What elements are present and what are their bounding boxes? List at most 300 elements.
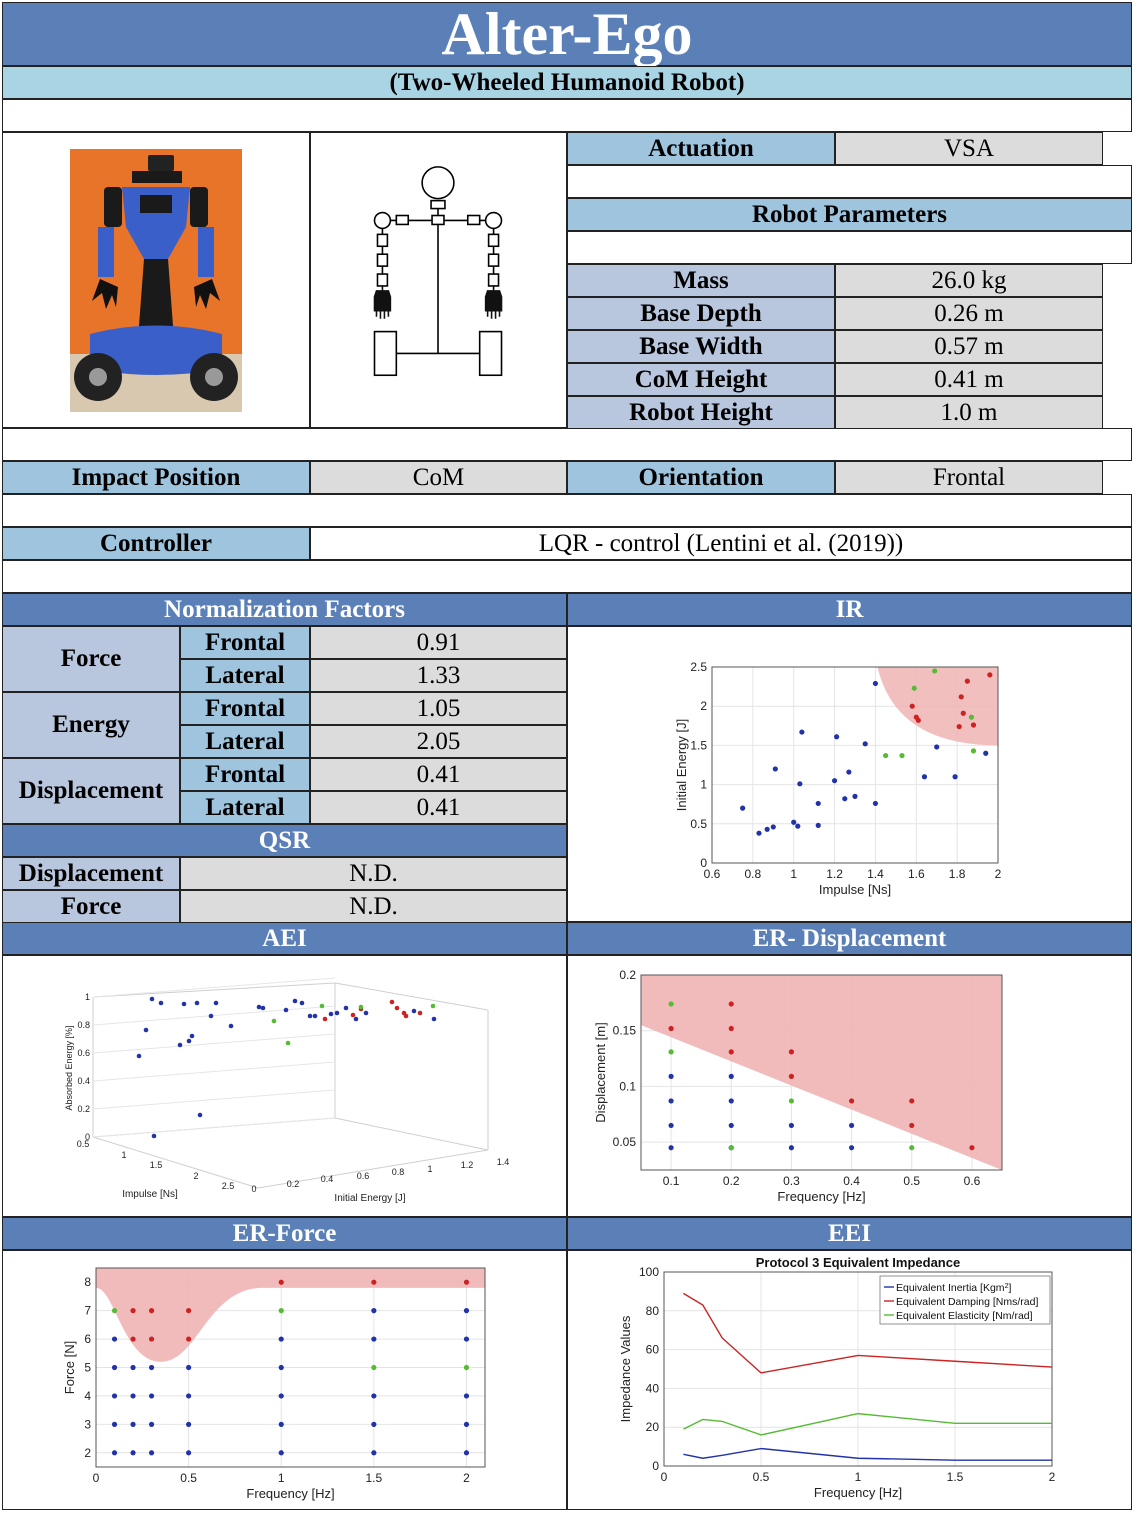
red-data-point [729, 1026, 734, 1031]
green-data-point [279, 1308, 284, 1313]
param-value: 0.57 m [835, 330, 1103, 363]
red-data-point [351, 1013, 356, 1018]
y-tick-label: 2 [700, 699, 707, 714]
blue-data-point [464, 1308, 469, 1313]
blue-data-point [144, 1028, 149, 1033]
y-tick-label: 1.4 [496, 1157, 510, 1167]
blue-data-point [187, 1039, 192, 1044]
blue-data-point [112, 1450, 117, 1455]
blue-data-point [371, 1422, 376, 1427]
x-tick-label: 1 [790, 867, 798, 881]
blue-data-point [953, 774, 958, 779]
green-data-point [969, 715, 974, 720]
y-tick-label: 80 [645, 1303, 659, 1318]
robot-schematic-panel [310, 132, 567, 428]
x-axis-label: Impulse [Ns] [818, 882, 892, 897]
x-tick-label: 2 [463, 1471, 470, 1485]
y-tick-label: 0.15 [612, 1023, 636, 1038]
series-line [683, 1449, 1052, 1461]
red-data-point [149, 1308, 154, 1313]
blue-data-point [873, 681, 878, 686]
param-label: Mass [567, 264, 835, 297]
page-title: Alter-Ego [2, 2, 1132, 66]
ir-chart [568, 627, 1131, 921]
y-axis-label: Initial Energy [J] [334, 1193, 406, 1204]
eei-chart [568, 1251, 1131, 1509]
green-data-point [320, 1004, 325, 1009]
red-data-point [390, 1000, 395, 1005]
blue-data-point [152, 1134, 157, 1139]
green-data-point [286, 1041, 291, 1046]
y-tick-label: 2 [84, 1445, 91, 1460]
blue-data-point [344, 1006, 349, 1011]
norm-direction: Frontal [180, 758, 310, 791]
norm-value: 2.05 [310, 725, 567, 758]
blue-data-point [464, 1336, 469, 1341]
spacer [2, 494, 1132, 527]
red-data-point [957, 724, 962, 729]
spacer [2, 428, 1132, 461]
z-axis-label: Absorbed Energy [%] [64, 1025, 74, 1111]
blue-data-point [335, 1011, 340, 1016]
blue-data-point [852, 794, 857, 799]
red-data-point [789, 1049, 794, 1054]
param-label: Base Width [567, 330, 835, 363]
controller-value: LQR - control (Lentini et al. (2019)) [310, 527, 1132, 560]
blue-data-point [214, 1001, 219, 1006]
blue-data-point [186, 1393, 191, 1398]
red-data-point [961, 711, 966, 716]
green-data-point [789, 1098, 794, 1103]
grid-line [93, 1006, 335, 1025]
red-data-point [130, 1336, 135, 1341]
y-tick-label: 6 [84, 1332, 91, 1347]
y-tick-label: 0.6 [356, 1171, 370, 1181]
blue-data-point [797, 781, 802, 786]
y-tick-label: 0.2 [619, 968, 636, 982]
spacer [2, 560, 1132, 593]
aei-chart [3, 956, 566, 1216]
red-data-point [965, 679, 970, 684]
blue-data-point [842, 796, 847, 801]
green-data-point [883, 753, 888, 758]
blue-data-point [832, 778, 837, 783]
y-tick-label: 1.5 [690, 738, 707, 753]
blue-data-point [371, 1450, 376, 1455]
safe-region [96, 1268, 485, 1362]
y-tick-label: 1 [427, 1164, 433, 1174]
blue-data-point [150, 997, 155, 1002]
qsr-label: Force [2, 890, 180, 923]
grid-line [93, 1090, 335, 1109]
blue-data-point [668, 1123, 673, 1128]
red-data-point [186, 1308, 191, 1313]
x-tick-label: 0.5 [903, 1174, 921, 1188]
y-tick-label: 0.4 [320, 1174, 334, 1184]
green-data-point [272, 1019, 277, 1024]
blue-data-point [149, 1450, 154, 1455]
blue-data-point [261, 1006, 266, 1011]
x-tick-label: 0.6 [703, 867, 721, 881]
green-data-point [971, 748, 976, 753]
param-label: Robot Height [567, 396, 835, 429]
red-data-point [987, 672, 992, 677]
blue-data-point [130, 1450, 135, 1455]
robot-schematic [311, 132, 566, 428]
red-data-point [916, 718, 921, 723]
blue-data-point [789, 1145, 794, 1150]
z-tick-label: 0.4 [77, 1076, 90, 1086]
z-tick-label: 0.2 [77, 1104, 90, 1114]
y-tick-label: 1 [700, 777, 707, 792]
x-tick-label: 0.5 [180, 1471, 197, 1485]
blue-data-point [186, 1422, 191, 1427]
x-tick-label: 0.6 [963, 1174, 981, 1188]
robot-photo-panel [2, 132, 310, 428]
blue-data-point [229, 1024, 234, 1029]
blue-data-point [279, 1393, 284, 1398]
red-data-point [668, 1026, 673, 1031]
x-tick-label: 1.5 [149, 1160, 163, 1170]
x-tick-label: 0.5 [752, 1470, 770, 1484]
x-tick-label: 2 [1048, 1470, 1056, 1484]
x-tick-label: 1.2 [826, 867, 843, 881]
red-data-point [959, 694, 964, 699]
x-tick-label: 0.1 [662, 1174, 680, 1188]
blue-data-point [756, 831, 761, 836]
qsr-title: QSR [2, 824, 567, 857]
x-tick-label: 2 [193, 1171, 199, 1181]
red-data-point [404, 1014, 409, 1019]
blue-data-point [279, 1365, 284, 1370]
y-tick-label: 40 [645, 1381, 659, 1396]
norm-value: 0.41 [310, 791, 567, 824]
x-tick-label: 0.3 [783, 1174, 800, 1188]
blue-data-point [186, 1450, 191, 1455]
red-data-point [729, 1001, 734, 1006]
green-data-point [912, 686, 917, 691]
x-tick-label: 1 [121, 1150, 127, 1160]
blue-data-point [112, 1422, 117, 1427]
blue-data-point [668, 1098, 673, 1103]
red-data-point [464, 1280, 469, 1285]
norm-value: 1.05 [310, 692, 567, 725]
y-tick-label: 1.2 [460, 1160, 474, 1170]
blue-data-point [816, 801, 821, 806]
blue-data-point [149, 1422, 154, 1427]
red-data-point [729, 1049, 734, 1054]
x-axis-label: Frequency [Hz] [813, 1485, 903, 1500]
blue-data-point [834, 734, 839, 739]
blue-data-point [329, 1012, 334, 1017]
er-displacement-chart [568, 956, 1131, 1216]
red-data-point [909, 1098, 914, 1103]
grid-line [93, 1062, 335, 1081]
normalization-title: Normalization Factors [2, 593, 567, 626]
red-data-point [130, 1308, 135, 1313]
safe-region [641, 975, 1002, 1170]
x-tick-label: 2.5 [221, 1181, 235, 1191]
y-tick-label: 100 [638, 1265, 659, 1279]
green-data-point [359, 1005, 364, 1010]
grid-line [93, 1118, 335, 1137]
blue-data-point [922, 774, 927, 779]
y-tick-label: 7 [84, 1303, 91, 1318]
x-tick-label: 1 [854, 1470, 862, 1484]
axis-frame-line [335, 983, 488, 1010]
blue-data-point [849, 1123, 854, 1128]
safe-region [877, 667, 998, 745]
param-value: 0.26 m [835, 297, 1103, 330]
x-tick-label: 1.8 [948, 867, 966, 881]
blue-data-point [371, 1393, 376, 1398]
green-data-point [112, 1308, 117, 1313]
blue-data-point [740, 806, 745, 811]
blue-data-point [934, 744, 939, 749]
green-data-point [464, 1365, 469, 1370]
blue-data-point [771, 824, 776, 829]
blue-data-point [412, 1009, 417, 1014]
red-data-point [279, 1280, 284, 1285]
z-tick-label: 0.6 [77, 1048, 90, 1058]
y-tick-label: 5 [84, 1360, 91, 1375]
y-tick-label: 0.1 [619, 1079, 636, 1094]
blue-data-point [795, 824, 800, 829]
red-data-point [910, 704, 915, 709]
x-tick-label: 1.5 [946, 1470, 964, 1484]
red-data-point [186, 1336, 191, 1341]
blue-data-point [668, 1074, 673, 1079]
blue-data-point [371, 1336, 376, 1341]
y-axis-label: Displacement [m] [593, 1022, 608, 1123]
blue-data-point [464, 1393, 469, 1398]
norm-value: 0.91 [310, 626, 567, 659]
y-tick-label: 0 [652, 1459, 659, 1473]
blue-data-point [729, 1098, 734, 1103]
blue-data-point [773, 766, 778, 771]
blue-data-point [137, 1054, 142, 1059]
blue-data-point [765, 827, 770, 832]
blue-data-point [159, 1001, 164, 1006]
blue-data-point [464, 1450, 469, 1455]
y-tick-label: 0.2 [286, 1179, 300, 1189]
blue-data-point [873, 801, 878, 806]
x-tick-label: 0.2 [722, 1174, 740, 1188]
x-tick-label: 0.8 [744, 867, 762, 881]
blue-data-point [300, 1001, 305, 1006]
y-axis-label: Initial Energy [J] [674, 718, 689, 812]
blue-data-point [112, 1365, 117, 1370]
x-tick-label: 1.4 [867, 867, 884, 881]
red-data-point [149, 1336, 154, 1341]
y-tick-label: 20 [645, 1420, 659, 1435]
red-data-point [371, 1280, 376, 1285]
x-axis-label: Frequency [Hz] [777, 1189, 866, 1204]
y-tick-label: 3 [84, 1417, 91, 1432]
blue-data-point [130, 1365, 135, 1370]
green-data-point [668, 1049, 673, 1054]
green-data-point [431, 1004, 436, 1009]
blue-data-point [849, 1145, 854, 1150]
red-data-point [789, 1074, 794, 1079]
y-axis-label: Force [N] [62, 1340, 77, 1395]
blue-data-point [130, 1393, 135, 1398]
er-displacement-title: ER- Displacement [567, 922, 1132, 955]
param-value: 0.41 m [835, 363, 1103, 396]
blue-data-point [178, 1043, 183, 1048]
blue-data-point [729, 1074, 734, 1079]
blue-data-point [149, 1393, 154, 1398]
blue-data-point [789, 1123, 794, 1128]
blue-data-point [209, 1014, 214, 1019]
qsr-value: N.D. [180, 890, 567, 923]
y-tick-label: 0.8 [391, 1167, 405, 1177]
axis-frame-line [335, 1118, 488, 1150]
actuation-label: Actuation [567, 132, 835, 165]
norm-value: 1.33 [310, 659, 567, 692]
y-tick-label: 0 [251, 1184, 257, 1194]
red-data-point [418, 1011, 423, 1016]
norm-group-label: Energy [2, 692, 180, 758]
orientation-label: Orientation [567, 461, 835, 494]
norm-direction: Lateral [180, 659, 310, 692]
er-force-chart [3, 1251, 566, 1509]
norm-direction: Frontal [180, 692, 310, 725]
blue-data-point [149, 1365, 154, 1370]
blue-data-point [112, 1393, 117, 1398]
legend-label: Equivalent Damping [Nms/rad] [896, 1296, 1039, 1308]
y-tick-label: 0.05 [612, 1135, 636, 1150]
green-data-point [909, 1145, 914, 1150]
x-axis-label: Frequency [Hz] [246, 1486, 335, 1501]
red-data-point [395, 1006, 400, 1011]
x-tick-label: 0.5 [76, 1139, 90, 1149]
controller-label: Controller [2, 527, 310, 560]
green-data-point [371, 1365, 376, 1370]
series-line [683, 1414, 1052, 1435]
spacer [567, 231, 1132, 264]
blue-data-point [354, 1017, 359, 1022]
x-tick-label: 0 [92, 1471, 100, 1485]
param-value: 26.0 kg [835, 264, 1103, 297]
blue-data-point [371, 1308, 376, 1313]
blue-data-point [313, 1014, 318, 1019]
grid-line [93, 978, 335, 997]
blue-data-point [182, 1002, 187, 1007]
norm-group-label: Force [2, 626, 180, 692]
x-tick-label: 1.5 [365, 1471, 383, 1485]
z-tick-label: 0 [84, 1132, 90, 1142]
norm-direction: Lateral [180, 725, 310, 758]
ir-title: IR [567, 593, 1132, 626]
param-label: CoM Height [567, 363, 835, 396]
y-tick-label: 8 [84, 1275, 91, 1290]
blue-data-point [293, 999, 298, 1004]
actuation-value: VSA [835, 132, 1103, 165]
y-tick-label: 2.5 [690, 660, 707, 674]
blue-data-point [729, 1123, 734, 1128]
page-subtitle: (Two-Wheeled Humanoid Robot) [2, 66, 1132, 99]
z-tick-label: 1 [84, 992, 90, 1002]
blue-data-point [308, 1014, 313, 1019]
blue-data-point [279, 1336, 284, 1341]
y-tick-label: 60 [645, 1342, 659, 1357]
x-tick-label: 0.4 [843, 1174, 860, 1188]
er-force-title: ER-Force [2, 1217, 567, 1250]
blue-data-point [279, 1422, 284, 1427]
blue-data-point [668, 1145, 673, 1150]
x-tick-label: 1.6 [907, 867, 925, 881]
blue-data-point [432, 1017, 437, 1022]
blue-data-point [364, 1011, 369, 1016]
chart-title: Protocol 3 Equivalent Impedance [755, 1255, 961, 1270]
red-data-point [849, 1098, 854, 1103]
y-tick-label: 0.5 [690, 816, 707, 831]
axis-frame-line [93, 983, 335, 997]
eei-title: EEI [567, 1217, 1132, 1250]
param-label: Base Depth [567, 297, 835, 330]
norm-group-label: Displacement [2, 758, 180, 824]
aei-title: AEI [2, 922, 567, 955]
blue-data-point [464, 1422, 469, 1427]
orientation-value: Frontal [835, 461, 1103, 494]
x-tick-label: 2 [994, 867, 1002, 881]
x-axis-label: Impulse [Ns] [122, 1189, 178, 1200]
blue-data-point [279, 1450, 284, 1455]
robot-parameters-title: Robot Parameters [567, 198, 1132, 231]
blue-data-point [799, 729, 804, 734]
blue-data-point [195, 1001, 200, 1006]
legend-label: Equivalent Inertia [Kgm$^2$] [896, 1282, 1012, 1294]
blue-data-point [130, 1422, 135, 1427]
blue-data-point [112, 1336, 117, 1341]
red-data-point [323, 1017, 328, 1022]
norm-value: 0.41 [310, 758, 567, 791]
green-data-point [932, 668, 937, 673]
blue-data-point [257, 1005, 262, 1010]
blue-data-point [190, 1034, 195, 1039]
green-data-point [729, 1145, 734, 1150]
blue-data-point [983, 751, 988, 756]
green-data-point [899, 753, 904, 758]
impact-position-value: CoM [310, 461, 567, 494]
qsr-label: Displacement [2, 857, 180, 890]
spacer [567, 165, 1132, 198]
x-tick-label: 0 [660, 1470, 668, 1484]
blue-data-point [816, 823, 821, 828]
red-data-point [971, 722, 976, 727]
y-tick-label: 0 [700, 856, 707, 870]
green-data-point [668, 1001, 673, 1006]
blue-data-point [198, 1113, 203, 1118]
legend-label: Equivalent Elasticity [Nm/rad] [896, 1310, 1033, 1322]
blue-data-point [863, 741, 868, 746]
blue-data-point [846, 769, 851, 774]
spacer [2, 99, 1132, 132]
red-data-point [969, 1145, 974, 1150]
qsr-value: N.D. [180, 857, 567, 890]
grid-line [93, 1034, 335, 1053]
blue-data-point [284, 1008, 289, 1013]
param-value: 1.0 m [835, 396, 1103, 429]
z-tick-label: 0.8 [77, 1020, 90, 1030]
y-tick-label: 4 [84, 1388, 91, 1403]
impact-position-label: Impact Position [2, 461, 310, 494]
x-tick-label: 1 [277, 1471, 285, 1485]
robot-photo [70, 149, 242, 412]
y-axis-label: Impedance Values [618, 1315, 633, 1423]
blue-data-point [186, 1365, 191, 1370]
